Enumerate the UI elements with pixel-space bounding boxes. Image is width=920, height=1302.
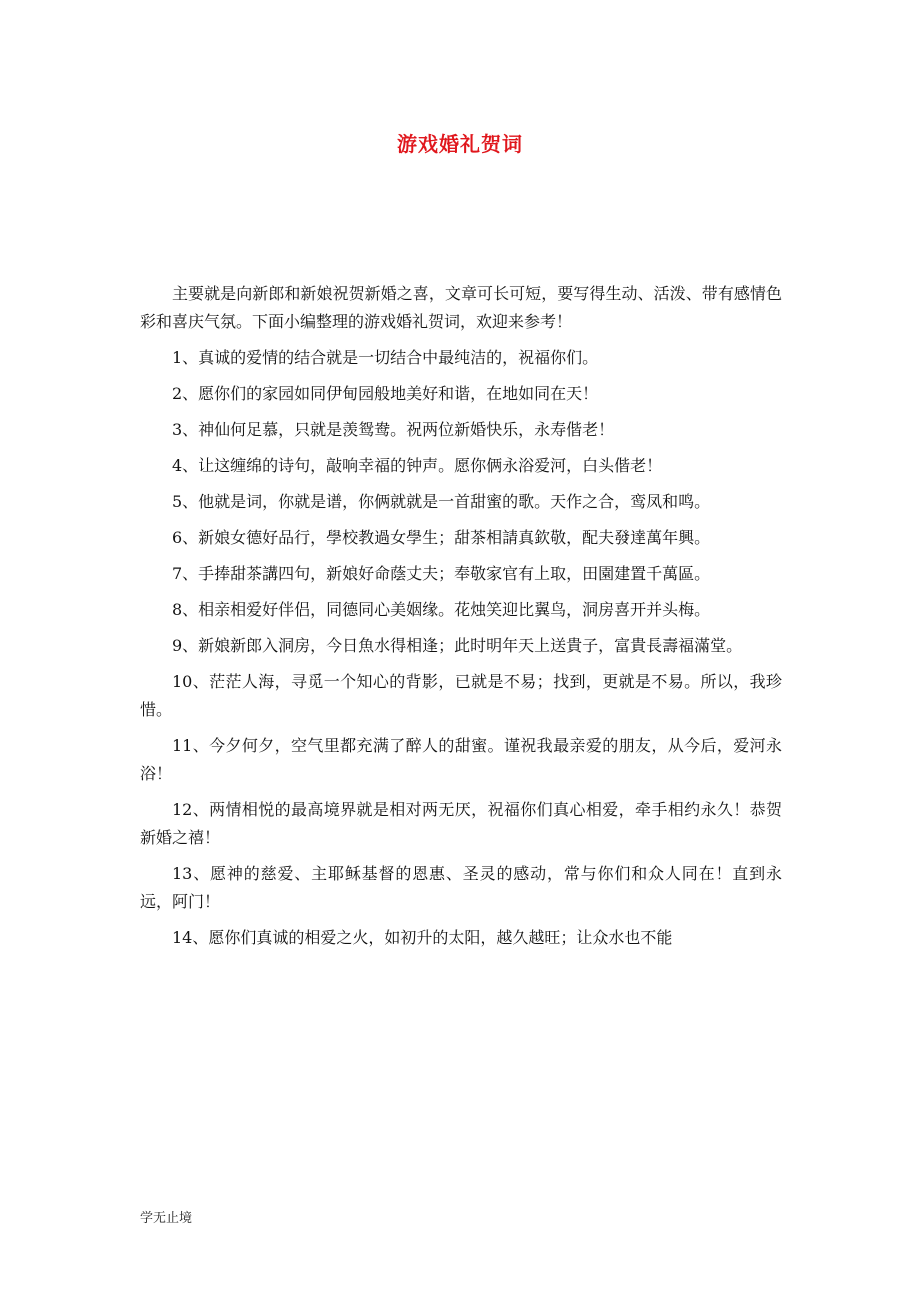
blessing-paragraph: 2、愿你们的家园如同伊甸园般地美好和谐，在地如同在天！	[172, 384, 599, 403]
blessing-paragraph: 5、他就是词，你就是谱，你俩就就是一首甜蜜的歌。天作之合，鸾凤和鸣。	[172, 492, 711, 511]
blessing-paragraph: 1、真诚的爱情的结合就是一切结合中最纯洁的，祝福你们。	[172, 348, 599, 367]
document-body	[140, 280, 782, 960]
blessing-paragraph: 7、手捧甜茶講四句，新娘好命蔭丈夫；奉敬家官有上取，田園建置千萬區。	[172, 564, 711, 583]
blessing-paragraph: 8、相亲相爱好伴侣，同德同心美姻缘。花烛笑迎比翼鸟，洞房喜开并头梅。	[172, 600, 711, 619]
blessing-paragraph: 4、让这缠绵的诗句，敲响幸福的钟声。愿你俩永浴爱河，白头偕老！	[172, 456, 663, 475]
page-title: 游戏婚礼贺词	[397, 132, 523, 156]
blessing-paragraph: 11、今夕何夕，空气里都充满了醉人的甜蜜。谨祝我最亲爱的朋友，从今后，爱河永浴！	[140, 736, 782, 783]
page-footer: 学无止境	[140, 1211, 193, 1226]
blessing-paragraph: 6、新娘女德好品行，學校教過女學生；甜茶相請真欽敬，配夫發達萬年興。	[172, 528, 711, 547]
intro-paragraph: 主要就是向新郎和新娘祝贺新婚之喜，文章可长可短，要写得生动、活泼、带有感情色彩和喜庆气氛。下面小编整理的游戏婚礼贺词，欢迎来参考！	[140, 284, 782, 331]
blessing-paragraph: 10、茫茫人海，寻觅一个知心的背影，已就是不易；找到，更就是不易。所以，我珍惜。	[140, 672, 782, 719]
blessing-paragraph: 3、神仙何足慕，只就是羡鸳鸯。祝两位新婚快乐，永寿偕老！	[172, 420, 615, 439]
blessing-paragraph: 13、愿神的慈爱、主耶稣基督的恩惠、圣灵的感动，常与你们和众人同在！直到永远，阿门！	[140, 864, 782, 911]
blessing-paragraph: 14、愿你们真诚的相爱之火，如初升的太阳，越久越旺；让众水也不能	[172, 928, 673, 947]
blessing-paragraph: 9、新娘新郎入洞房，今日魚水得相逢；此时明年天上送貴子，富貴長壽福滿堂。	[172, 636, 743, 655]
blessing-paragraph: 12、两情相悦的最高境界就是相对两无厌，祝福你们真心相爱，牵手相约永久！恭贺新婚之禧！	[140, 800, 782, 847]
